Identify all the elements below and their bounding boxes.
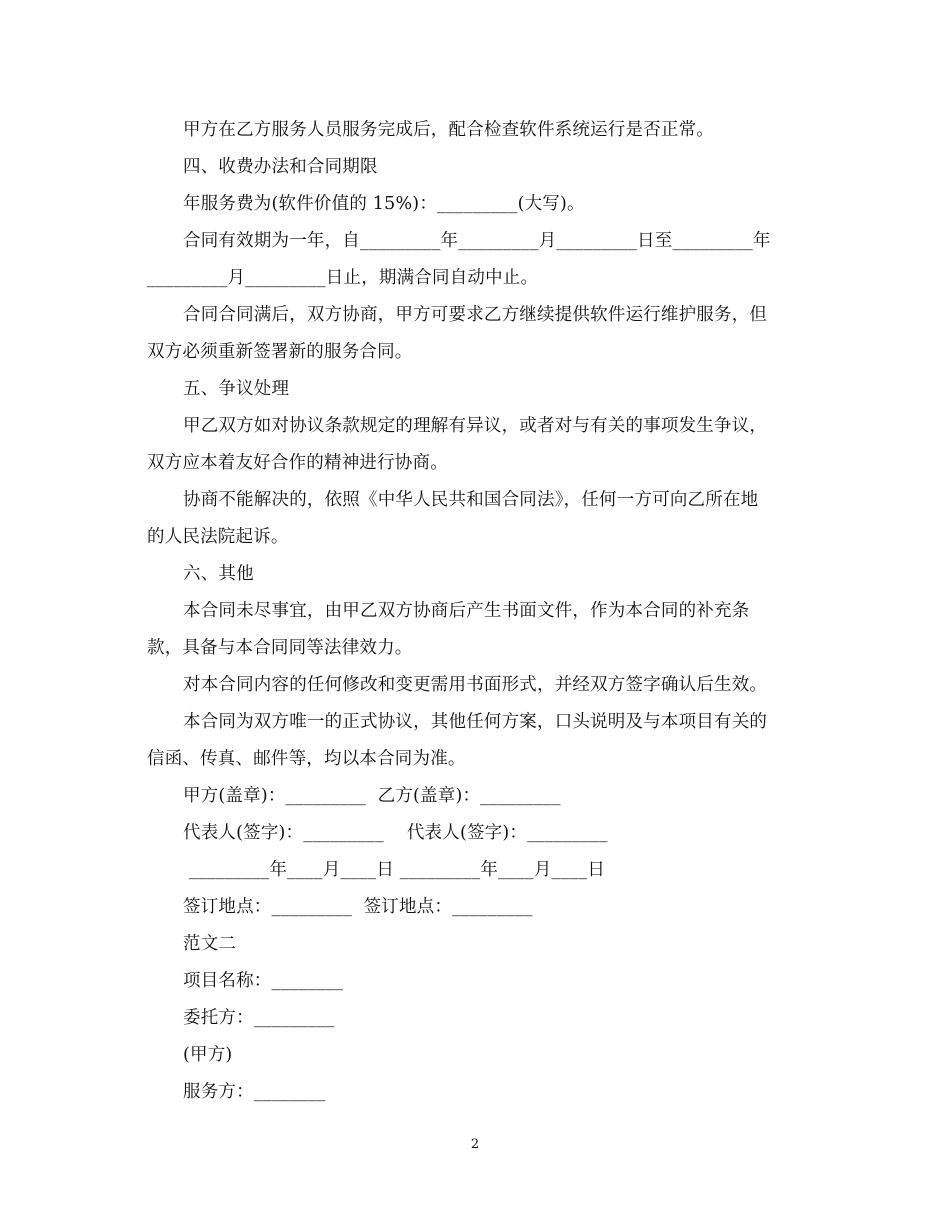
form-field-line: 项目名称：________: [183, 971, 344, 991]
signing-place-line: 签订地点：_________ 签订地点：_________: [183, 897, 533, 917]
paragraph-line: 甲方在乙方服务人员服务完成后，配合检查软件系统运行是否正常。: [183, 120, 714, 140]
paragraph-line: 双方应本着友好合作的精神进行协商。: [147, 453, 448, 473]
paragraph-line: 本合同未尽事宜，由甲乙双方协商后产生书面文件，作为本合同的补充条: [183, 601, 750, 621]
paragraph-line: 的人民法院起诉。: [147, 527, 289, 547]
paragraph-line: 合同合同满后，双方协商，甲方可要求乙方继续提供软件运行维护服务，但: [183, 305, 768, 325]
section-heading: 五、争议处理: [183, 379, 290, 399]
paragraph-line: 本合同为双方唯一的正式协议，其他任何方案，口头说明及与本项目有关的: [183, 712, 768, 732]
signature-representative-line: 代表人(签字)：_________ 代表人(签字)：_________: [183, 823, 608, 843]
section-heading: 四、收费办法和合同期限: [183, 157, 378, 177]
section-heading: 范文二: [183, 934, 237, 954]
signature-seal-line: 甲方(盖章)：_________ 乙方(盖章)：_________: [183, 786, 561, 806]
paragraph-line: _________月_________日止，期满合同自动中止。: [147, 268, 539, 288]
paragraph-line: 对本合同内容的任何修改和变更需用书面形式，并经双方签字确认后生效。: [183, 675, 768, 695]
paragraph-line: 合同有效期为一年，自_________年_________月_________日至_________年: [183, 231, 771, 251]
paragraph-line: 协商不能解决的，依照《中华人民共和国合同法》，任何一方可向乙所在地: [183, 490, 759, 510]
form-field-line: 服务方：________: [183, 1082, 326, 1102]
form-field-line: (甲方): [183, 1045, 233, 1065]
paragraph-line: 款，具备与本合同同等法律效力。: [147, 638, 413, 658]
paragraph-line: 甲乙双方如对协议条款规定的理解有异议，或者对与有关的事项发生争议，: [183, 416, 768, 436]
paragraph-line: 双方必须重新签署新的服务合同。: [147, 342, 413, 362]
section-heading: 六、其他: [183, 564, 254, 584]
paragraph-line: 年服务费为(软件价值的 15%)：_________(大写)。: [183, 194, 585, 214]
signature-date-line: _________年____月____日 _________年____月____日: [183, 860, 606, 880]
form-field-line: 委托方：_________: [183, 1008, 335, 1028]
paragraph-line: 信函、传真、邮件等，均以本合同为准。: [147, 749, 466, 769]
page-number: 2: [470, 1137, 480, 1152]
